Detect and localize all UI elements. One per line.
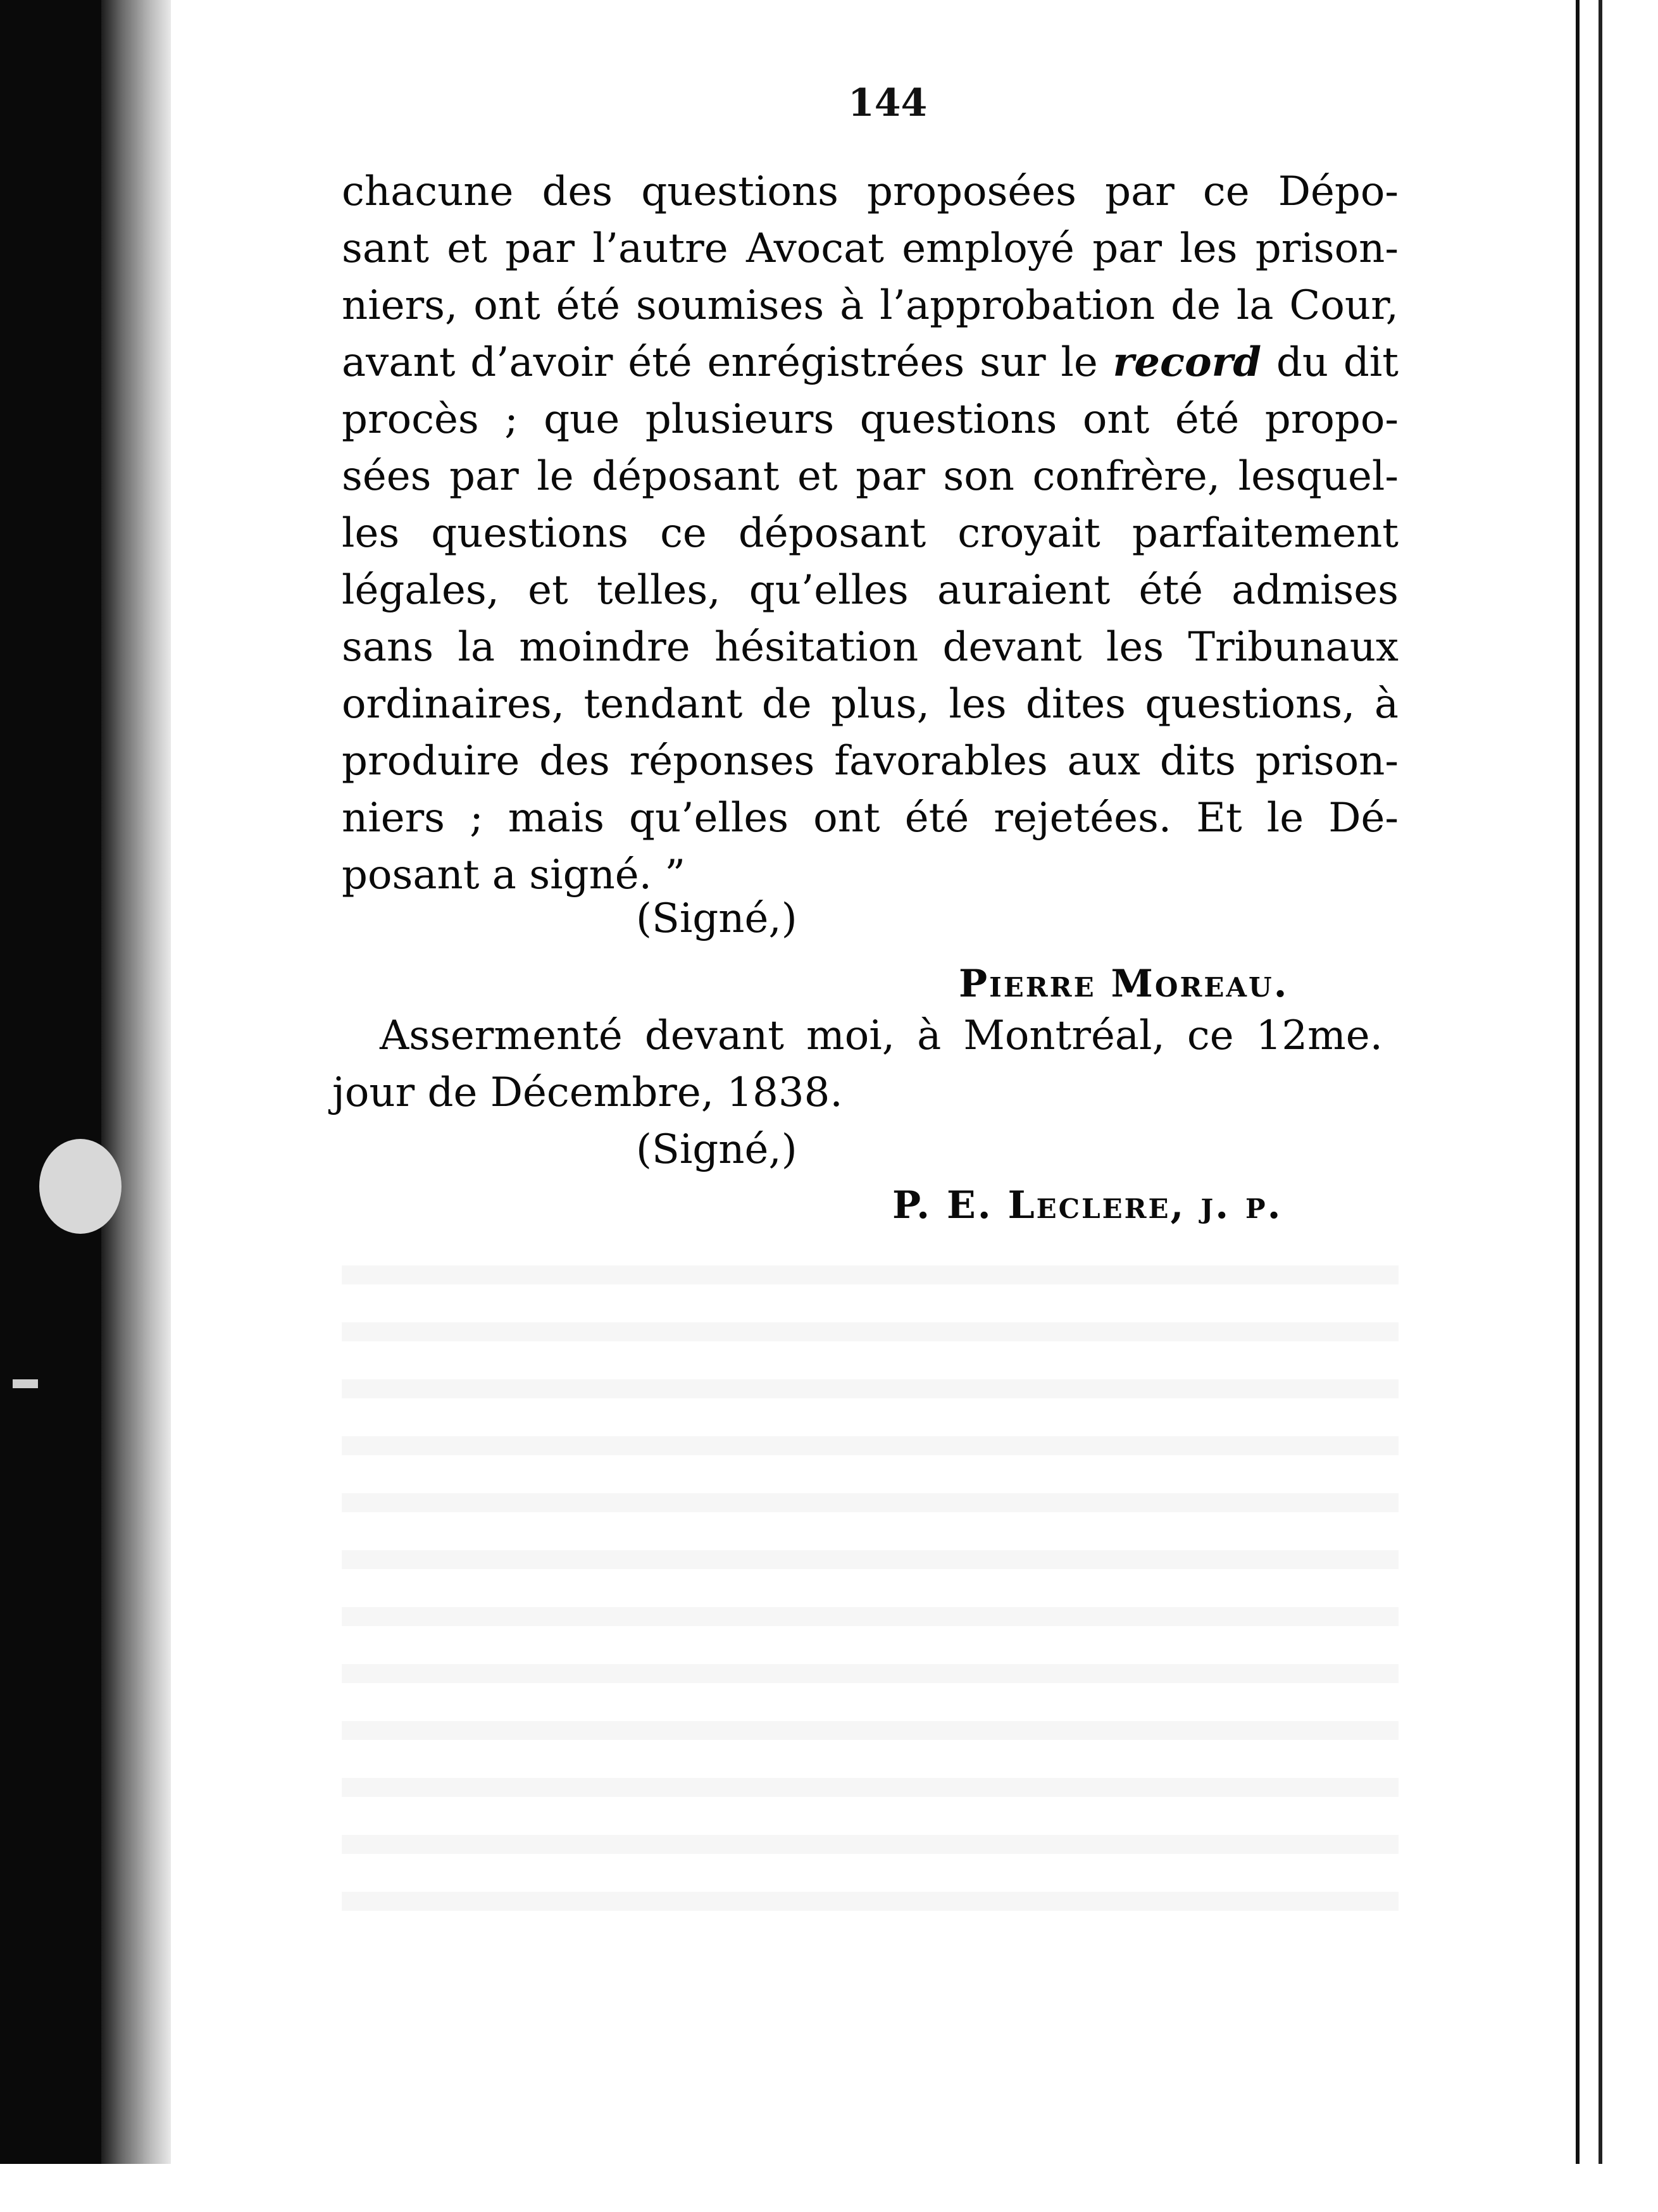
text-line: produire des réponses favorables aux dits prison- xyxy=(342,738,1399,785)
show-through-text xyxy=(342,1240,1399,1923)
signatory-name: Pierre Moreau. xyxy=(959,962,1289,1006)
sworn-statement-date: jour de Décembre, 1838. xyxy=(332,1069,843,1116)
text-line: ordinaires, tendant de plus, les dites questions, à xyxy=(342,681,1399,728)
italic-word-record: record xyxy=(1113,339,1262,386)
text-line: chacune des questions proposées par ce Dépo- xyxy=(342,168,1399,215)
text-line: les questions ce déposant croyait parfaitement xyxy=(342,510,1399,557)
binding-mark xyxy=(13,1379,38,1388)
book-binding xyxy=(0,0,101,2212)
text-line: niers, ont été soumises à l’approbation de la Cour, xyxy=(342,282,1399,329)
signed-label: (Signé,) xyxy=(636,895,797,942)
body-paragraph xyxy=(342,163,1399,904)
text-segment: du dit xyxy=(1276,339,1399,386)
text-line: sant et par l’autre Avocat employé par les prison- xyxy=(342,225,1399,272)
jp-name: P. E. Leclere, xyxy=(892,1183,1186,1227)
text-line: légales, et telles, qu’elles auraient été admises xyxy=(342,567,1399,614)
page-right-margin xyxy=(1580,0,1599,2212)
text-segment: avant d’avoir été enrégistrées sur le xyxy=(342,339,1098,386)
text-line: sans la moindre hésitation devant les Tribunaux xyxy=(342,624,1399,671)
page-number: 144 xyxy=(848,81,928,125)
text-line: sées par le déposant et par son confrère, lesquel- xyxy=(342,453,1399,500)
justice-of-peace-name xyxy=(892,1183,1282,1227)
sworn-statement-line: Assermenté devant moi, à Montréal, ce 12me. xyxy=(380,1012,1383,1059)
text-line: procès ; que plusieurs questions ont été propo- xyxy=(342,396,1399,443)
text-line: niers ; mais qu’elles ont été rejetées. Et le Dé- xyxy=(342,795,1399,842)
next-page-sliver xyxy=(1602,0,1658,2212)
page-gutter-shadow xyxy=(101,0,171,2212)
jp-title: j. p. xyxy=(1200,1183,1283,1227)
signed-label: (Signé,) xyxy=(636,1126,797,1173)
page-bottom-margin xyxy=(0,2164,1658,2212)
text-line: posant a signé. ” xyxy=(342,852,686,898)
binding-stain xyxy=(39,1139,122,1234)
text-line-with-italic xyxy=(342,334,1399,391)
